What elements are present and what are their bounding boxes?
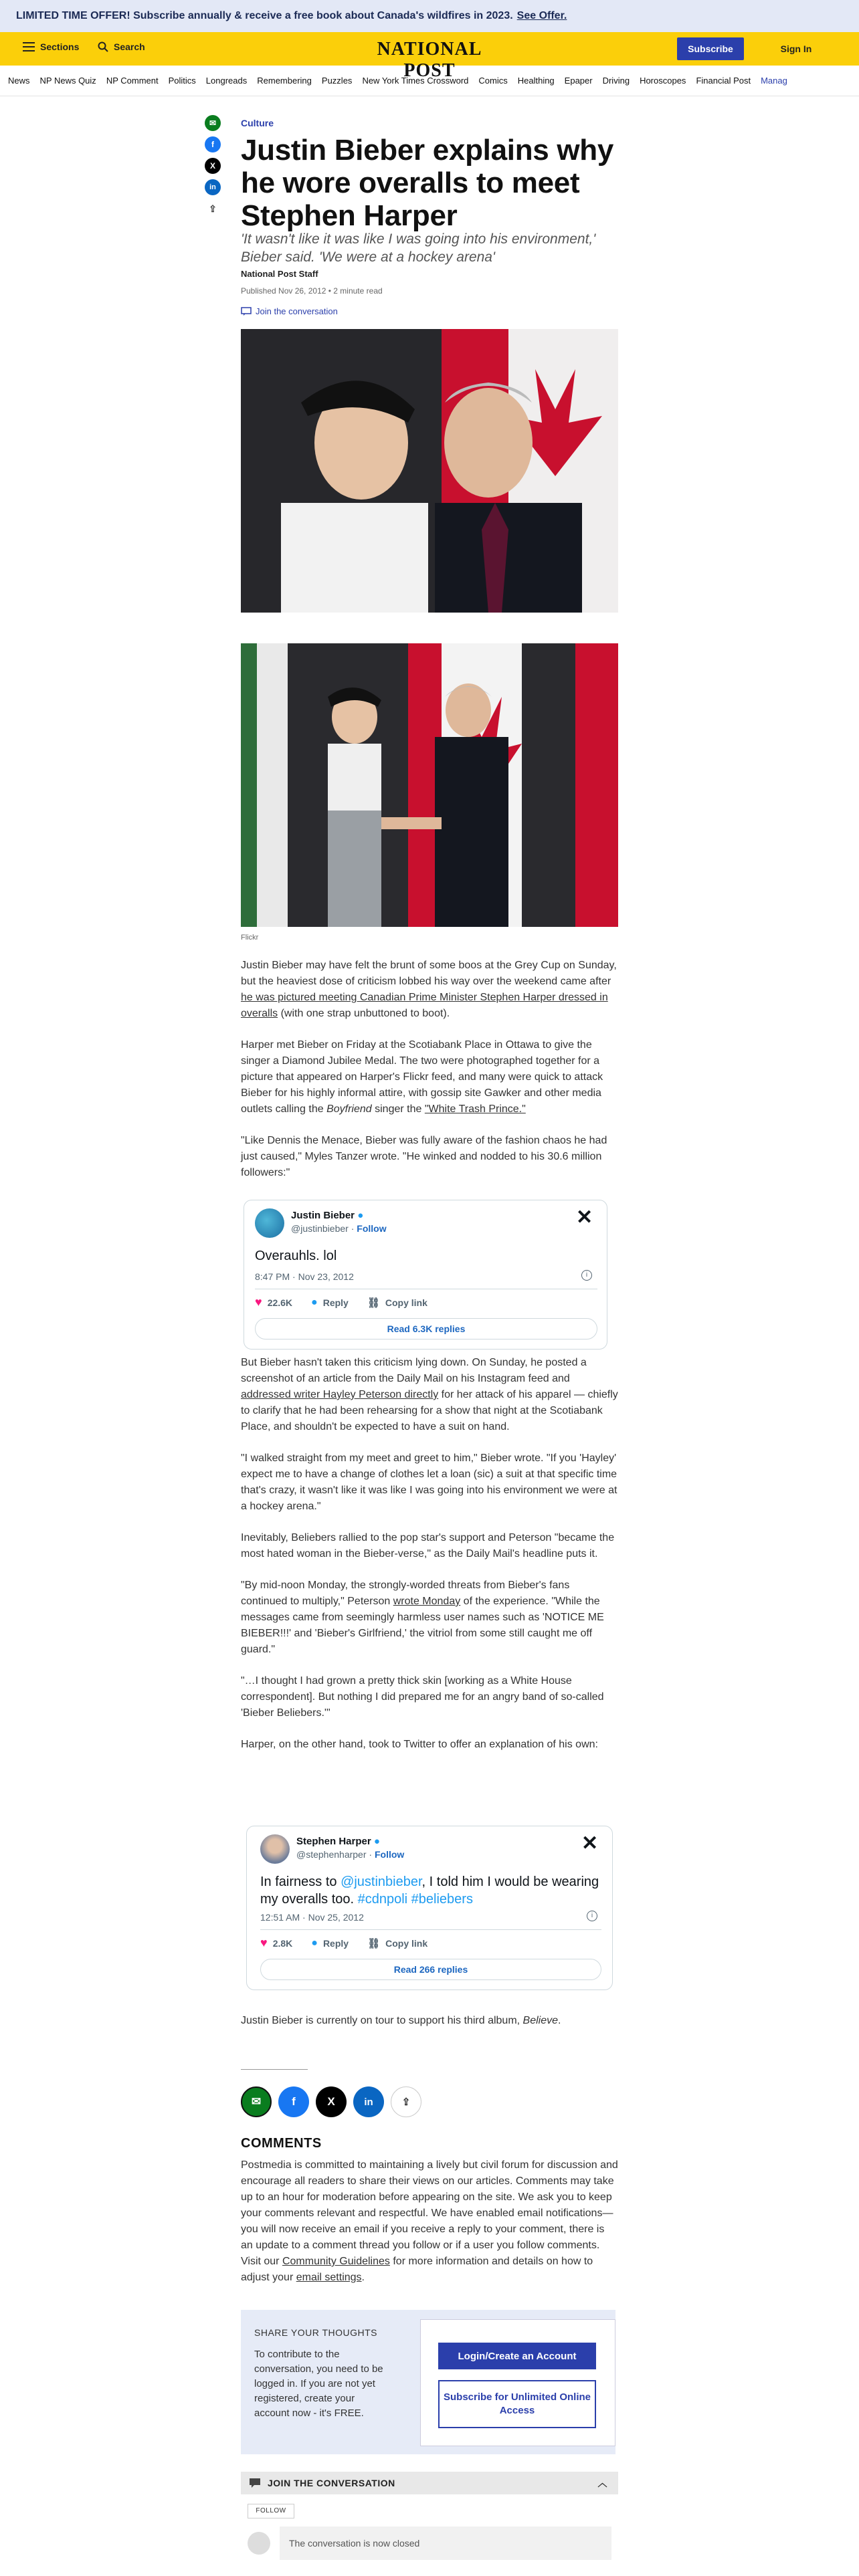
chevron-up-icon[interactable]: ︿: [597, 2478, 607, 2488]
nav-item[interactable]: Longreads: [205, 76, 248, 86]
paragraph: [241, 1037, 618, 1117]
article-link[interactable]: "White Trash Prince.": [424, 1103, 526, 1115]
article-deck: 'It wasn't like it was like I was going into his environment,' Bieber said. 'We were at a hockey arena': [241, 231, 596, 265]
nav-item[interactable]: Epaper: [564, 76, 593, 86]
community-guidelines-link[interactable]: Community Guidelines: [282, 2256, 390, 2267]
paragraph: Inevitably, Beliebers rallied to the pop star's support and Peterson "became the most hated woman in the Bieber-verse," as the Daily Mail's headline puts it.: [241, 1532, 615, 1560]
embedded-tweet-harper[interactable]: [246, 1826, 613, 1990]
email-share-icon[interactable]: ✉: [241, 2086, 272, 2117]
follow-link[interactable]: Follow: [374, 1849, 405, 1860]
paragraph: "Like Dennis the Menace, Bieber was fully aware of the fashion chaos he had just caused," Myles Tanzer wrote. "He winked and nodded to his 30.6 million followers:": [241, 1135, 607, 1178]
nav-item[interactable]: Healthing: [517, 76, 555, 86]
login-create-account-button[interactable]: Login/Create an Account: [438, 2343, 596, 2369]
search-button[interactable]: [98, 41, 145, 52]
nav-item[interactable]: Puzzles: [321, 76, 353, 86]
user-avatar-icon: [248, 2532, 270, 2555]
paragraph-text: Justin Bieber is currently on tour to support his third album,: [241, 2015, 523, 2026]
tweet-actions: [260, 1936, 433, 1950]
conversation-closed-text: The conversation is now closed: [280, 2527, 611, 2560]
email-settings-link[interactable]: email settings: [296, 2272, 362, 2283]
verified-badge-icon: ●: [373, 1836, 380, 1847]
read-replies-button[interactable]: Read 266 replies: [260, 1959, 601, 1980]
comment-icon: [249, 2478, 261, 2488]
follow-link[interactable]: Follow: [357, 1223, 387, 1234]
x-logo-icon[interactable]: ✕: [576, 1206, 593, 1228]
sign-in-button[interactable]: Sign In: [763, 37, 830, 60]
nav-item[interactable]: Manag: [761, 76, 787, 86]
divider: [241, 2069, 308, 2070]
paragraph-text: for her attack of his apparel — chiefly to clarify that he had been rehearsing for a show that night at the Scotiabank Place, and shouldn't be expected to have a suit on hand.: [241, 1389, 618, 1432]
comments-heading: COMMENTS: [241, 2136, 322, 2151]
email-share-icon[interactable]: ✉: [205, 115, 221, 131]
sections-label: Sections: [40, 41, 80, 52]
promo-banner[interactable]: [0, 0, 859, 32]
tweet-text: Overauhls. lol: [255, 1249, 337, 1263]
share-thoughts-panel: [241, 2310, 615, 2454]
tweet-author-name[interactable]: Justin Bieber ●: [291, 1210, 364, 1221]
nav-item[interactable]: NP Comment: [106, 76, 159, 86]
copy-link-label[interactable]: Copy link: [385, 1937, 428, 1949]
nav-item[interactable]: NP News Quiz: [39, 76, 96, 86]
x-share-icon[interactable]: X: [205, 158, 221, 174]
comments-policy: Postmedia is committed to maintaining a lively but civil forum for discussion and encourage all readers to share their views on our articles. Comments may take up to an hour for moderation before appearing on the site. We ask you to keep your comments relevant and respectful. We have enabled email notifications—you will now receive an email if you receive a reply to your comment, there is an update to a comment thread you follow or if a user you follow comments. Visit our Community Guidelines for more information and details on how to adjust your email settings.: [241, 2159, 618, 2283]
article-category[interactable]: Culture: [241, 118, 274, 128]
search-icon: [98, 41, 108, 52]
paragraph: Harper, on the other hand, took to Twitter to offer an explanation of his own:: [241, 1739, 598, 1750]
album-title: Boyfriend: [326, 1103, 372, 1115]
nav-item[interactable]: News: [8, 76, 30, 86]
hamburger-icon: [23, 42, 35, 51]
paragraph: [241, 1355, 618, 1435]
tweet-actions: [255, 1295, 433, 1309]
comment-icon: [241, 307, 252, 316]
read-replies-button[interactable]: Read 6.3K replies: [255, 1318, 597, 1339]
paragraph-text: (with one strap unbuttoned to boot).: [278, 1008, 450, 1019]
join-conversation-bar[interactable]: [241, 2472, 618, 2494]
share-rail: [205, 115, 223, 222]
heart-icon[interactable]: ♥: [255, 1295, 262, 1309]
national-post-logo[interactable]: NATIONAL POST: [377, 39, 482, 81]
heart-icon[interactable]: ♥: [260, 1936, 268, 1949]
nav-item[interactable]: Comics: [478, 76, 508, 86]
share-buttons: [241, 2086, 428, 2117]
article-body-3: [241, 2013, 618, 2044]
copy-link-label[interactable]: Copy link: [385, 1297, 427, 1308]
article-link[interactable]: he was pictured meeting Canadian Prime Minister Stephen Harper dressed in overalls: [241, 992, 608, 1019]
info-icon[interactable]: i: [581, 1270, 592, 1281]
facebook-share-icon[interactable]: f: [205, 136, 221, 152]
album-title: Believe: [522, 2015, 559, 2026]
conversation-closed-row: [241, 2527, 618, 2560]
paragraph: [241, 1578, 618, 1658]
article-photo-1: [241, 329, 618, 613]
paragraph-text: "By mid-noon Monday, the strongly-worded threats from Bieber's fans continued to multiply," Peterson: [241, 1580, 570, 1607]
promo-offer-link[interactable]: See Offer.: [516, 10, 567, 21]
tweet-text: In fairness to @justinbieber, I told him I would be wearing my overalls too. #cdnpoli #beliebers: [260, 1874, 599, 1907]
share-icon[interactable]: ⇪: [391, 2086, 421, 2117]
nav-item[interactable]: Driving: [602, 76, 630, 86]
main-nav: [0, 66, 859, 96]
hashtag-links[interactable]: #cdnpoli #beliebers: [357, 1892, 473, 1907]
nav-item[interactable]: Horoscopes: [640, 76, 686, 86]
join-conversation-label: Join the conversation: [256, 306, 338, 316]
paragraph-text: of the experience. "While the messages came from seemingly harmless user names such as 'NOTICE ME BIEBER!!!' and 'Bieber's Girlfriend,' the vitriol from some still caught me off guard.": [241, 1596, 604, 1655]
subscribe-unlimited-button[interactable]: Subscribe for Unlimited Online Access: [438, 2380, 596, 2428]
like-count: 2.8K: [272, 1937, 293, 1949]
photo-caption: Flickr: [241, 934, 259, 942]
avatar[interactable]: [255, 1208, 284, 1238]
promo-text: LIMITED TIME OFFER! Subscribe annually & receive a free book about Canada's wildfires in 2023.: [16, 10, 513, 21]
join-conversation-heading: JOIN THE CONVERSATION: [268, 2478, 395, 2488]
divider: [260, 1929, 601, 1930]
share-thoughts-heading: SHARE YOUR THOUGHTS: [254, 2327, 378, 2338]
publish-date: Published Nov 26, 2012 • 2 minute read: [241, 286, 383, 296]
link-icon[interactable]: ⛓: [367, 1937, 381, 1949]
nav-item[interactable]: Financial Post: [696, 76, 751, 86]
article-headline: Justin Bieber explains why he wore overalls to meet Stephen Harper: [241, 134, 614, 232]
link-icon[interactable]: ⛓: [367, 1297, 380, 1309]
like-count: 22.6K: [267, 1297, 293, 1308]
account-box: [420, 2319, 615, 2446]
tweet-author-name[interactable]: Stephen Harper ●: [296, 1836, 380, 1847]
paragraph-text: .: [558, 2015, 561, 2026]
nav-item[interactable]: New York Times Crossword: [362, 76, 469, 86]
article-link[interactable]: addressed writer Hayley Peterson directly: [241, 1389, 439, 1400]
linkedin-share-icon[interactable]: in: [353, 2086, 384, 2117]
sections-menu-button[interactable]: [23, 41, 79, 52]
tweet-date[interactable]: 12:51 AM · Nov 25, 2012: [260, 1912, 364, 1923]
article-link[interactable]: wrote Monday: [393, 1596, 461, 1607]
tweet-handle[interactable]: @stephenharper · Follow: [296, 1849, 405, 1860]
join-conversation-link[interactable]: [241, 306, 618, 316]
nav-item[interactable]: Politics: [168, 76, 196, 86]
follow-button[interactable]: FOLLOW: [248, 2504, 294, 2518]
article-body-2: [241, 1355, 618, 1768]
reply-label[interactable]: Reply: [322, 1937, 349, 1949]
avatar[interactable]: [260, 1834, 290, 1864]
x-logo-icon[interactable]: ✕: [581, 1832, 599, 1854]
paragraph-text: But Bieber hasn't taken this criticism lying down. On Sunday, he posted a screenshot of an article from the Daily Mail on his Instagram feed and: [241, 1357, 587, 1384]
subscribe-button[interactable]: Subscribe: [677, 37, 744, 60]
reply-icon[interactable]: ●: [311, 1937, 318, 1949]
paragraph: [241, 2013, 618, 2029]
facebook-share-icon[interactable]: f: [278, 2086, 309, 2117]
paragraph: "I walked straight from my meet and greet to him," Bieber wrote. "If you 'Hayley' expect me to have a change of clothes let a loan (sic) a suit at that specific time that's crazy, it wasn't like it was like I was going into his environment we were at a hockey arena.": [241, 1453, 617, 1512]
share-thoughts-text: To contribute to the conversation, you need to be logged in. If you are not yet registered, create your account now - it's FREE.: [254, 2349, 383, 2419]
article-byline[interactable]: National Post Staff: [241, 269, 318, 279]
info-icon[interactable]: i: [587, 1911, 597, 1921]
article-photo-2: [241, 643, 618, 927]
tweet-date[interactable]: 8:47 PM · Nov 23, 2012: [255, 1271, 354, 1282]
embedded-tweet-bieber[interactable]: [244, 1200, 607, 1350]
verified-badge-icon: ●: [357, 1210, 364, 1221]
x-share-icon[interactable]: X: [316, 2086, 347, 2117]
paragraph: [241, 958, 618, 1022]
linkedin-share-icon[interactable]: in: [205, 179, 221, 195]
mention-link[interactable]: @justinbieber: [341, 1874, 422, 1889]
tweet-handle[interactable]: @justinbieber · Follow: [291, 1223, 387, 1234]
search-label: Search: [114, 41, 145, 52]
paragraph-text: Harper met Bieber on Friday at the Scotiabank Place in Ottawa to give the singer a Diamond Jubilee Medal. The two were photographed together for a picture that appeared on Harper's Flickr feed, and many were quick to attack Bieber for his highly informal attire, with gossip site Gawker and other media outlets calling the: [241, 1039, 603, 1115]
article-body-1: [241, 958, 618, 1196]
nav-item[interactable]: Remembering: [257, 76, 312, 86]
paragraph: "…I thought I had grown a pretty thick skin [working as a White House correspondent]. But nothing I did prepared me for an angry band of so-called 'Bieber Beliebers.'": [241, 1675, 604, 1719]
reply-label[interactable]: Reply: [322, 1297, 349, 1308]
paragraph-text: Justin Bieber may have felt the brunt of some boos at the Grey Cup on Sunday, but the heaviest dose of criticism lobbed his way over the weekend came after: [241, 960, 617, 987]
paragraph-text: singer the: [371, 1103, 425, 1115]
reply-icon[interactable]: ●: [311, 1296, 318, 1308]
share-icon[interactable]: ⇪: [205, 201, 221, 217]
